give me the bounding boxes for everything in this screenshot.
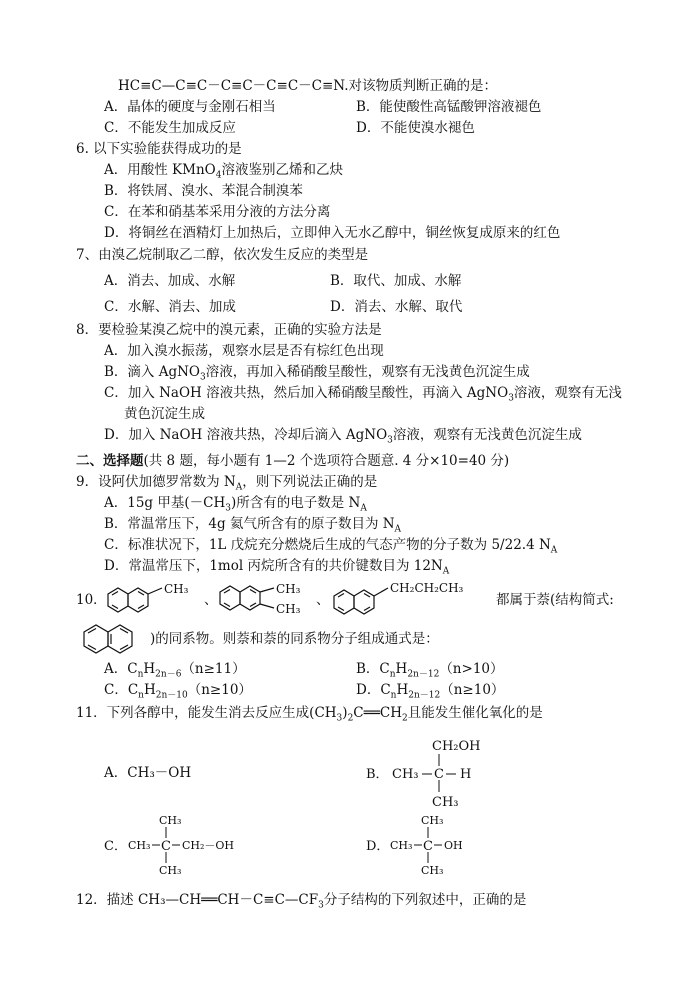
svg-text:CH₃: CH₃: [390, 839, 413, 852]
q10-option-c: C．$C_nH_{2n-10}(n\ge 10)$: [104, 682, 252, 701]
q5-option-a: A．晶体的硬度与金刚石相当: [104, 99, 276, 115]
q7-option-a: A．消去、加成、水解: [104, 273, 236, 289]
q8-stem: 8．要检验某溴乙烷中的溴元素，正确的实验方法是: [76, 322, 382, 338]
methyl-label-bottom: CH₃: [276, 602, 301, 616]
q6-stem: 6. 以下实验能获得成功的是: [76, 141, 242, 157]
q11-option-b-structure: [366, 736, 516, 812]
svg-text:H: H: [460, 767, 472, 782]
svg-text:CH₂OH: CH₂OH: [432, 739, 481, 754]
svg-text:CH₃: CH₃: [421, 864, 444, 877]
svg-text:CH₃: CH₃: [159, 864, 182, 877]
q10-line2: )的同系物。则萘和萘的同系物分子组成通式是：: [150, 631, 439, 647]
propylnaphthalene-structure: [328, 578, 496, 626]
q6-option-d: D．将铜丝在酒精灯上加热后，立即伸入无水乙醇中，铜丝恢复成原来的红色: [104, 225, 561, 241]
dimethylnaphthalene-structure: [214, 578, 318, 626]
q10-separator-1: 、: [204, 592, 218, 608]
q11-option-a: A．CH₃－OH: [104, 765, 192, 781]
q6-option-c: C．在苯和硝基苯采用分液的方法分离: [104, 204, 331, 220]
svg-text:C: C: [423, 839, 433, 854]
q8-option-c-continued: 黄色沉淀生成: [124, 406, 205, 422]
q8-option-d: D．加入 NaOH 溶液共热，冷却后滴入 AgNO$_3$溶液，观察有无浅黄色沉淀生成: [104, 427, 582, 446]
svg-text:CH₃: CH₃: [421, 814, 444, 827]
q7-option-b: B．取代、加成、水解: [330, 273, 462, 289]
q6-option-a: A．用酸性 KMnO$_4$溶液鉴别乙烯和乙炔: [104, 162, 343, 181]
q10-option-a: A．$C_nH_{2n-6}(n\ge 11)$: [104, 661, 246, 680]
methylnaphthalene-structure: [100, 580, 208, 624]
methyl-label-top: CH₃: [276, 582, 301, 596]
svg-text:D．: D．: [366, 839, 390, 854]
q7-stem: 7、由溴乙烷制取乙二醇，依次发生反应的类型是: [76, 247, 369, 263]
svg-text:CH₃: CH₃: [159, 814, 182, 827]
naphthalene-structure: [78, 620, 154, 660]
q10-separator-2: 、: [316, 592, 330, 608]
section-2-header: [76, 451, 509, 471]
q8-option-b: B．滴入 AgNO$_3$溶液，再加入稀硝酸呈酸性，观察有无浅黄色沉淀生成: [104, 364, 530, 383]
svg-text:CH₃: CH₃: [392, 767, 419, 782]
svg-text:OH: OH: [444, 839, 463, 852]
methyl-label: CH₃: [164, 582, 189, 596]
q9-option-c: C．标准状况下，1L 戊烷充分燃烧后生成的气态产物的分子数为 5/22.4 $N_A$: [104, 537, 558, 556]
q9-option-d: D．常温常压下，1mol 丙烷所含有的共价键数目为 $12N_A$: [104, 558, 450, 577]
q10-option-b: B．$C_nH_{2n-12}(n>10)$: [356, 661, 504, 680]
q5-stem: HC≡C—C≡C－C≡C－C≡C－C≡N.对该物质判断正确的是：: [118, 78, 498, 94]
svg-text:B．: B．: [366, 767, 389, 782]
section-2-title: 二、选择题: [76, 453, 144, 469]
q6-option-b: B．将铁屑、溴水、苯混合制溴苯: [104, 183, 303, 199]
q10-number: 10．: [76, 592, 107, 608]
q7-option-c: C．水解、消去、加成: [104, 299, 236, 315]
q11-option-d-structure: [366, 812, 496, 878]
q9-stem: 9．设阿伏加德罗常数为 $N_A$，则下列说法正确的是: [76, 474, 378, 493]
q12-stem: 12．描述 $CH_3—CH══CH-C\equiv C—CF_3$分子结构的下列叙述中，正确的是: [76, 892, 527, 911]
q9-option-b: B．常温常压下，4g 氦气所含有的原子数目为 $N_A$: [104, 516, 402, 535]
svg-text:CH₂－OH: CH₂－OH: [182, 839, 235, 852]
q9-option-a: A．15g 甲基$(-CH_3)$所含有的电子数是 $N_A$: [104, 495, 367, 514]
q10-option-d: D．$C_nH_{2n-12}(n\ge 10)$: [356, 682, 505, 701]
q8-option-a: A．加入溴水振荡，观察水层是否有棕红色出现: [104, 343, 384, 359]
svg-text:CH₃: CH₃: [128, 839, 151, 852]
q10-tail: 都属于萘(结构简式:: [496, 592, 614, 608]
q7-option-d: D．消去、水解、取代: [330, 299, 463, 315]
q8-option-c: C．加入 NaOH 溶液共热，然后加入稀硝酸呈酸性，再滴入 AgNO$_3$溶液，观察有无浅: [104, 385, 622, 404]
q11-stem: 11．下列各醇中，能发生消去反应生成$(CH_3)_2C══CH_2$且能发生催化氧化的是: [76, 705, 543, 724]
svg-text:CH₃: CH₃: [432, 795, 459, 810]
propyl-label: CH₂CH₂CH₃: [390, 581, 464, 595]
section-2-desc: (共 8 题，每小题有 1—2 个选项符合题意. 4 分×10=40 分): [143, 453, 510, 469]
svg-text:C．: C．: [104, 839, 127, 854]
q11-option-c-structure: [104, 812, 264, 878]
q5-option-b: B．能使酸性高锰酸钾溶液褪色: [356, 99, 542, 115]
q5-option-c: C．不能发生加成反应: [104, 120, 236, 136]
svg-text:C: C: [161, 839, 171, 854]
svg-text:C: C: [434, 767, 444, 782]
q5-option-d: D．不能使溴水褪色: [356, 120, 475, 136]
